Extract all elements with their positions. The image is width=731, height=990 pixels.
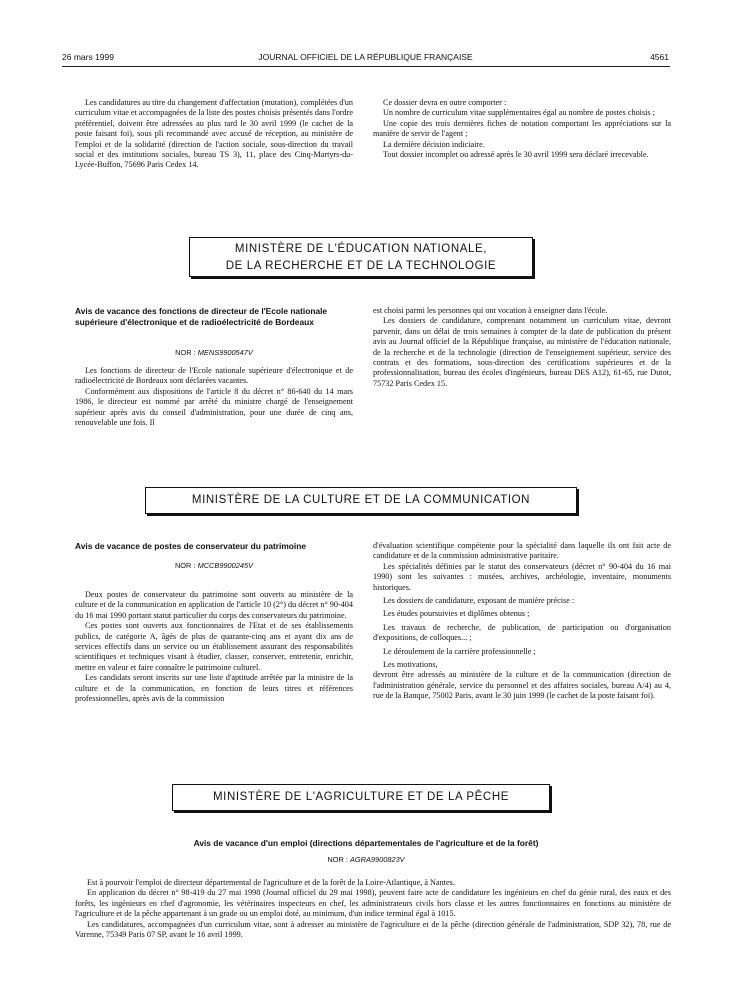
nor-label: NOR :	[327, 855, 348, 864]
notice-title: Avis de vacance des fonctions de directeur de l'Ecole nationale supérieure d'électronique et de radioélectricité de Bordeaux	[75, 306, 328, 327]
paragraph: La dernière décision indiciaire.	[383, 139, 485, 149]
paragraph: Les candidatures au titre du changement d'affectation (mutation), complétées d'un curriculum vitae et accompagnées de la liste des postes choisis présentés dans l'ordre préférentiel, doivent être adressées au plus tard le 30 avril 1999 (le cachet de la poste faisant foi), sous pli recommandé avec accusé de réception, au ministère de l'emploi et de la solidarité (direction de l'action sociale, sous-direction du travail social et des institutions sociales, bureau TS 3), 11, place des Cinq-Martyrs-du-Lycée-Buffon, 75696 Paris Cedex 14.	[75, 98, 353, 170]
paragraph: Les fonctions de directeur de l'Ecole nationale supérieure d'électronique et de radioélectricité de Bordeaux sont déclarées vacantes.	[75, 366, 353, 386]
ministry-banner-culture	[145, 487, 577, 514]
nor-code: AGRA9900823V	[349, 855, 405, 864]
paragraph: Une copie des trois dernières fiches de notation comportant les appréciations sur la manière de servir de l'agent ;	[373, 118, 671, 139]
ministry-name-line: MINISTÈRE DE L'AGRICULTURE ET DE LA PÊCHE	[212, 791, 510, 803]
page-number: 4561	[650, 52, 669, 62]
paragraph: est choisi parmi les personnes qui ont vocation à enseigner dans l'école.	[373, 306, 608, 315]
paragraph: Deux postes de conservateur du patrimoine sont ouverts au ministère de la culture et de la communication en application de l'article 10 (2°) du décret n° 90-404 du 16 mai 1990 portant statut particulier du corps des conservateurs du patrimoine.	[75, 590, 353, 620]
paragraph: Les dossiers de candidature, comprenant notamment un curriculum vitae, devront parvenir, dans un délai de trois semaines à compter de la date de publication du présent avis au Journal officiel de la République française, au ministère de l'éducation nationale, de la recherche et de la technologie (direction de l'enseignement supérieur, service des contrats et des formations, sous-direction des certifications supérieures et de la professionnalisation, bureau des écoles d'ingénieurs, bureau DES A12), 61-65, rue Dutot, 75732 Paris Cedex 15.	[373, 316, 671, 388]
paragraph: Est à pourvoir l'emploi de directeur départemental de l'agriculture et de la forêt de la Loire-Atlantique, à Nantes.	[87, 878, 455, 887]
header-rule	[62, 66, 670, 67]
sec3-body	[75, 878, 671, 940]
top-left-column	[75, 98, 353, 171]
paragraph: Ces postes sont ouverts aux fonctionnaires de l'Etat et de ses établissements publics, de catégorie A, âgés de plus de quarante-cinq ans et ayant dix ans de services effectifs dans un service ou un établissement assurant des responsabilités scientifiques et techniques visant à étudier, classer, conserver, entretenir, enrichir, mettre en valeur et faire connaître le patrimoine culturel.	[75, 621, 353, 672]
ministry-banner-agriculture	[172, 784, 550, 811]
paragraph: Conformément aux dispositions de l'article 8 du décret n° 86-640 du 14 mars 1986, le directeur est nommé par arrêté du ministre chargé de l'enseignement supérieur après avis du conseil d'administration, pour une durée de cinq ans, renouvelable une fois. Il	[75, 386, 353, 428]
paragraph: Tout dossier incomplet ou adressé après le 30 avril 1999 sera déclaré irrecevable.	[383, 150, 649, 160]
notice-title: Avis de vacance d'un emploi (directions départementales de l'agriculture et de la forêt)	[193, 838, 539, 848]
ministry-name-line: MINISTÈRE DE LA CULTURE ET DE LA COMMUNICATION	[191, 494, 531, 506]
paragraph: Ce dossier devra en outre comporter :	[383, 98, 507, 107]
paragraph: Les candidatures, accompagnées d'un curriculum vitae, sont à adresser au ministère de l'agriculture et de la pêche (direction générale de l'administration, SDP 32), 78, rue de Varenne, 75349 Paris 07 SP, avant le 16 avril 1999.	[75, 919, 671, 940]
paragraph: d'évaluation scientifique compétente pour la spécialité dans laquelle ils ont fait acte de candidature et de la commission administrative paritaire.	[373, 541, 671, 561]
ministry-name-line: MINISTÈRE DE L'ÉDUCATION NATIONALE,	[234, 243, 488, 255]
nor-label: NOR :	[175, 348, 196, 357]
sec2-left-column	[75, 590, 353, 704]
ministry-name-line: DE LA RECHERCHE ET DE LA TECHNOLOGIE	[225, 260, 497, 272]
journal-title: JOURNAL OFFICIEL DE LA RÉPUBLIQUE FRANÇAISE	[258, 52, 473, 62]
nor-reference	[75, 561, 353, 570]
list-item: Les travaux de recherche, de publication, de participation ou d'organisation d'expositions, de colloques... ;	[373, 622, 671, 643]
paragraph: Les candidats seront inscrits sur une liste d'aptitude arrêtée par la ministre de la culture et de la communication, en fonction de leurs titres et références professionnelles, après avis de la commission	[75, 673, 353, 704]
nor-code: MENS9900547V	[197, 348, 253, 357]
sec1-left-column	[75, 366, 353, 428]
nor-label: NOR :	[174, 561, 196, 570]
paragraph: Les spécialités définies par le statut des conservateurs (décret n° 90-404 du 16 mai 1990) sont les suivantes : musées, archives, archéologie, inventaire, monuments historiques.	[373, 561, 671, 592]
paragraph: devront être adressés au ministère de la culture et de la communication (direction de l'administration générale, service du personnel et des affaires sociales, bureau A/4) au 4, rue de la Banque, 75002 Paris, avant le 30 juin 1999 (le cachet de la poste faisant foi).	[373, 670, 671, 701]
list-item: Le déroulement de la carrière professionnelle ;	[383, 646, 536, 656]
sec1-right-column	[373, 306, 671, 389]
notice-title: Avis de vacance de postes de conservateur du patrimoine	[75, 541, 307, 551]
list-item: Les motivations,	[383, 660, 438, 670]
ministry-banner-education	[189, 237, 533, 277]
list-item: Les études poursuivies et diplômes obtenus ;	[383, 609, 530, 619]
paragraph: En application du décret n° 98-419 du 27 mai 1998 (Journal officiel du 29 mai 1998), peuvent faire acte de candidature les ingénieurs en chef du génie rural, des eaux et des forêts, les ingénieurs en chef d'agronomie, les vétérinaires inspecteurs en chef, les administrateurs civils hors classe et les autres fonctionnaires en fonctions au ministère de l'agriculture et de la pêche appartenant à un grade ou un emploi doté, au minimum, d'un indice terminal égal à 1015.	[75, 888, 671, 919]
issue-date: 26 mars 1999	[62, 52, 114, 62]
nor-reference	[62, 855, 670, 864]
nor-reference	[75, 348, 353, 357]
nor-code: MCCB9900245V	[197, 561, 254, 570]
top-right-column	[373, 98, 671, 160]
sec2-right-column	[373, 541, 671, 702]
paragraph: Un nombre de curriculum vitae supplémentaires égal au nombre de postes choisis ;	[383, 108, 655, 118]
paragraph: Les dossiers de candidature, exposant de manière précise :	[383, 596, 575, 606]
